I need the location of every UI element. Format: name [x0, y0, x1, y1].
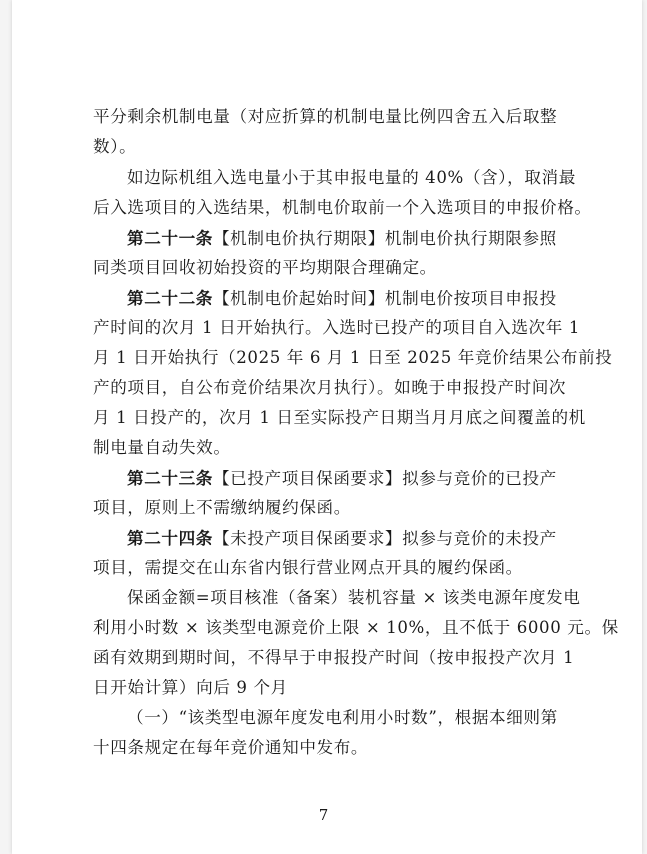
- text-line: （一）“该类型电源年度发电利用小时数”，根据本细则第: [127, 708, 558, 727]
- text-line: 利用小时数 × 该类型电源竞价上限 × 10%，且不低于 6000 元。保: [93, 618, 619, 637]
- article-number: 第二十三条: [127, 468, 213, 488]
- article-heading-21: [127, 228, 557, 249]
- text-line: 后入选项目的入选结果，机制电价取前一个入选项目的申报价格。: [93, 198, 592, 217]
- text-line: 数）。: [93, 137, 137, 156]
- article-text: 【机制电价执行期限】机制电价执行期限参照: [212, 229, 557, 248]
- text-line: 产的项目，自公布竞价结果次月执行）。如晚于申报投产时间次: [93, 378, 567, 397]
- text-line: 如边际机组入选电量小于其申报电量的 40%（含），取消最: [127, 168, 576, 187]
- text-line: 同类项目回收初始投资的平均期限合理确定。: [93, 258, 437, 277]
- text-line: 月 1 日投产的，次月 1 日至实际投产日期当月月底之间覆盖的机: [93, 408, 586, 427]
- article-number: 第二十一条: [127, 228, 213, 248]
- text-line: 十四条规定在每年竞价通知中发布。: [93, 738, 369, 757]
- article-text: 【机制电价起始时间】机制电价按项目申报投: [212, 289, 557, 308]
- article-text: 【未投产项目保函要求】拟参与竞价的未投产: [212, 529, 557, 548]
- text-line: 平分剩余机制电量（对应折算的机制电量比例四舍五入后取整: [93, 107, 558, 126]
- page-number: 7: [318, 806, 329, 824]
- text-line: 制电量自动失效。: [93, 438, 231, 457]
- article-heading-22: [127, 288, 557, 309]
- article-text: 【已投产项目保函要求】拟参与竞价的已投产: [212, 469, 557, 488]
- text-line: 函有效期到期时间，不得早于申报投产时间（按申报投产次月 1: [93, 648, 575, 667]
- article-number: 第二十二条: [127, 288, 213, 308]
- text-line: 产时间的次月 1 日开始执行。入选时已投产的项目自入选次年 1: [93, 318, 580, 337]
- text-line: 月 1 日开始执行（2025 年 6 月 1 日至 2025 年竞价结果公布前投: [93, 348, 613, 367]
- article-number: 第二十四条: [127, 528, 213, 548]
- text-line: 项目，原则上不需缴纳履约保函。: [93, 498, 351, 517]
- article-heading-23: [127, 468, 557, 489]
- article-heading-24: [127, 528, 557, 549]
- text-line: 保函金额=项目核准（备案）装机容量 × 该类电源年度发电: [127, 588, 581, 607]
- text-line: 项目，需提交在山东省内银行营业网点开具的履约保函。: [93, 558, 523, 577]
- text-line: 日开始计算）向后 9 个月: [93, 678, 288, 697]
